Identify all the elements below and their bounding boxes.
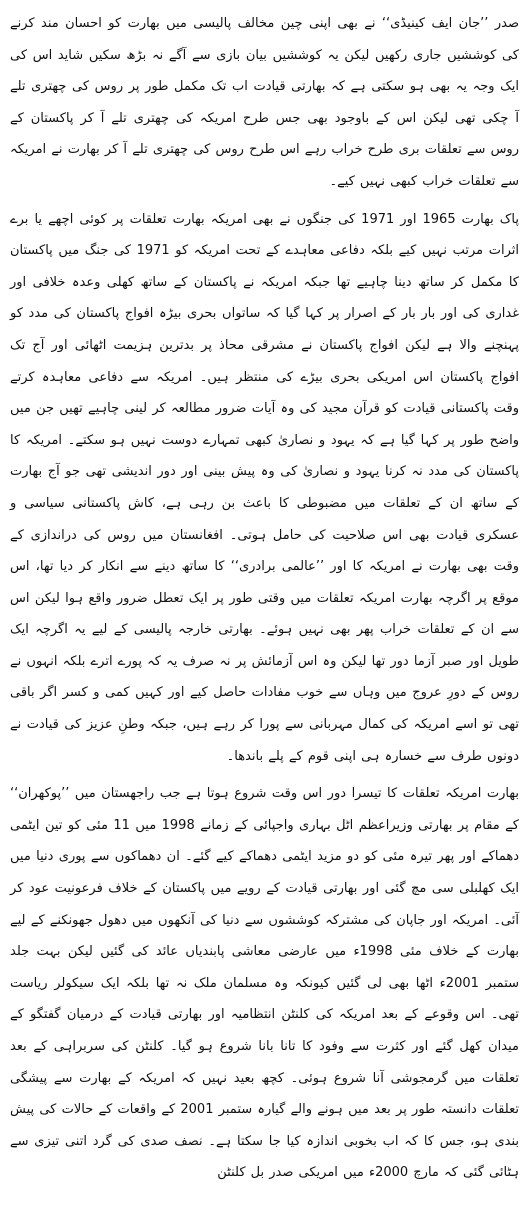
- paragraph-wars-1965-1971: پاک بھارت 1965 اور 1971 کی جنگوں نے بھی امریکہ بھارت تعلقات پر کوئی اچھے یا برے اثرات مرتب نہیں کیے بلکہ دفاعی معاہدے کے تحت امریکہ کو 1971 کی جنگ میں پاکستان کا مکمل کر ساتھ دینا چاہیے تھا جبکہ امریکہ نے پاکستان کے ساتھ کھلی وعدہ خلافی اور غداری کی اور بار بار کے اصرار پر کہا گیا کہ ساتواں بحری بیڑہ افواج پاکستان کی مدد کو پہنچنے والا ہے لیکن افواج پاکستان نے مشرقی محاذ پر بدترین ہزیمت اٹھائی اور آج تک افواج پاکستان اس امریکی بحری بیڑے کی منتظر ہیں۔ امریکہ سے دفاعی معاہدہ کرتے وقت پاکستانی قیادت کو قرآن مجید کی وہ آیات ضرور مطالعہ کر لینی چاہیے تھیں جن میں واضح طور پر کہا گیا ہے کہ یہود و نصاریٰ کبھی تمہارے دوست نہیں ہو سکتے۔ امریکہ کا پاکستان کی مدد نہ کرنا یہود و نصاریٰ کی وہ پیش بینی اور دور اندیشی تھی جو آج بھارت کے ساتھ ان کے تعلقات میں مضبوطی کا باعث بن رہی ہے، کاش پاکستانی سیاسی و عسکری قیادت بھی اس صلاحیت کی حامل ہوتی۔ افغانستان میں روس کی دراندازی کے وقت بھی بھارت نے امریکہ کا اور ’’عالمی برادری‘‘ کا ساتھ دینے سے انکار کر دیا تھا، اس موقع پر اگرچہ بھارت امریکہ تعلقات میں وقتی طور پر ایک تعطل ضرور واقع ہوا لیکن اس سے ان کے تعلقات خراب پھر بھی نہیں ہوئے۔ بھارتی خارجہ پالیسی کے لیے یہ اگرچہ ایک طویل اور صبر آزما دور تھا لیکن وہ اس آزمائش پر نہ صرف یہ کہ پورے اترے بلکہ انہوں نے روس کے دورِ عروج میں وہاں سے خوب مفادات حاصل کیے اور کہیں کمی و کسر اگر باقی تھی تو اسے امریکہ کی کمال مہربانی سے پورا کر رہے ہیں، جبکہ وطنِ عزیز کی قیادت نے دونوں طرف سے خسارہ ہی اپنی قوم کے پلے باندھا۔: [10, 211, 519, 764]
- paragraph-third-era-pokhran: بھارت امریکہ تعلقات کا تیسرا دور اس وقت شروع ہوتا ہے جب راجھستان میں ’’پوکھران‘‘ کے مقام پر بھارتی وزیراعظم اٹل بہاری واجپائی کے زمانے 1998 میں 11 مئی کو تین ایٹمی دھماکے اور پھر تیرہ مئی کو دو مزید ایٹمی دھماکے کیے گئے۔ ان دھماکوں سے پوری دنیا میں ایک کھلبلی سی مچ گئی اور بھارتی قیادت کے رویے میں پاکستان کے خلاف فرعونیت عود کر آئی۔ امریکہ اور جاپان کی مشترکہ کوششوں سے دنیا کی آنکھوں میں دھول جھونکنے کے لیے بھارت کے خلاف مئی 1998ء میں عارضی معاشی پابندیاں عائد کی گئیں لیکن بہت جلد ستمبر 2001ء اٹھا بھی لی گئیں کیونکہ وہ مسلمان ملک نہ تھا بلکہ ایک سیکولر ریاست تھی۔ اس وقوعے کے بعد امریکہ کی کلنٹن انتظامیہ اور بھارتی قیادت کے درمیان گفتگو کے میدان کھل گئے اور کثرت سے وفود کا تانا بانا شروع ہو گیا۔ کلنٹن کی سربراہی کے بعد تعلقات میں گرمجوشی آنا شروع ہوئی۔ کچھ بعید نہیں کہ امریکہ کے بھارت سے پیشگی تعلقات دانستہ طور پر بعد میں ہونے والے گیارہ ستمبر 2001 کے واقعات کے حالات کی پیش بندی ہو، جس کا کہ اب بخوبی اندازہ کیا جا سکتا ہے۔ نصف صدی کی گرد اتنی تیزی سے ہٹائی گئی کہ مارچ 2000ء میں امریکی صدر بل کلنٹن: [10, 786, 520, 1181]
- paragraph-kennedy-era: صدر ’’جان ایف کینیڈی‘‘ نے بھی اپنی چین مخالف پالیسی میں بھارت کو احسان مند کرنے کی کوششیں جاری رکھیں لیکن یہ کوششیں بیان بازی سے آگے نہ بڑھ سکیں شاید اس کی ایک وجہ یہ بھی ہو سکتی ہے کہ بھارتی قیادت اب تک مکمل طور پر روس کی چھتری تلے آ چکی تھی لیکن اس کے باوجود بھی جس طرح امریکہ کی چھتری تلے آ کر پاکستان کے روس سے تعلقات بری طرح خراب رہے اس طرح روس کی چھتری تلے آ کر بھارت نے امریکہ سے تعلقات خراب کبھی نہیں کیے۔: [10, 16, 519, 189]
